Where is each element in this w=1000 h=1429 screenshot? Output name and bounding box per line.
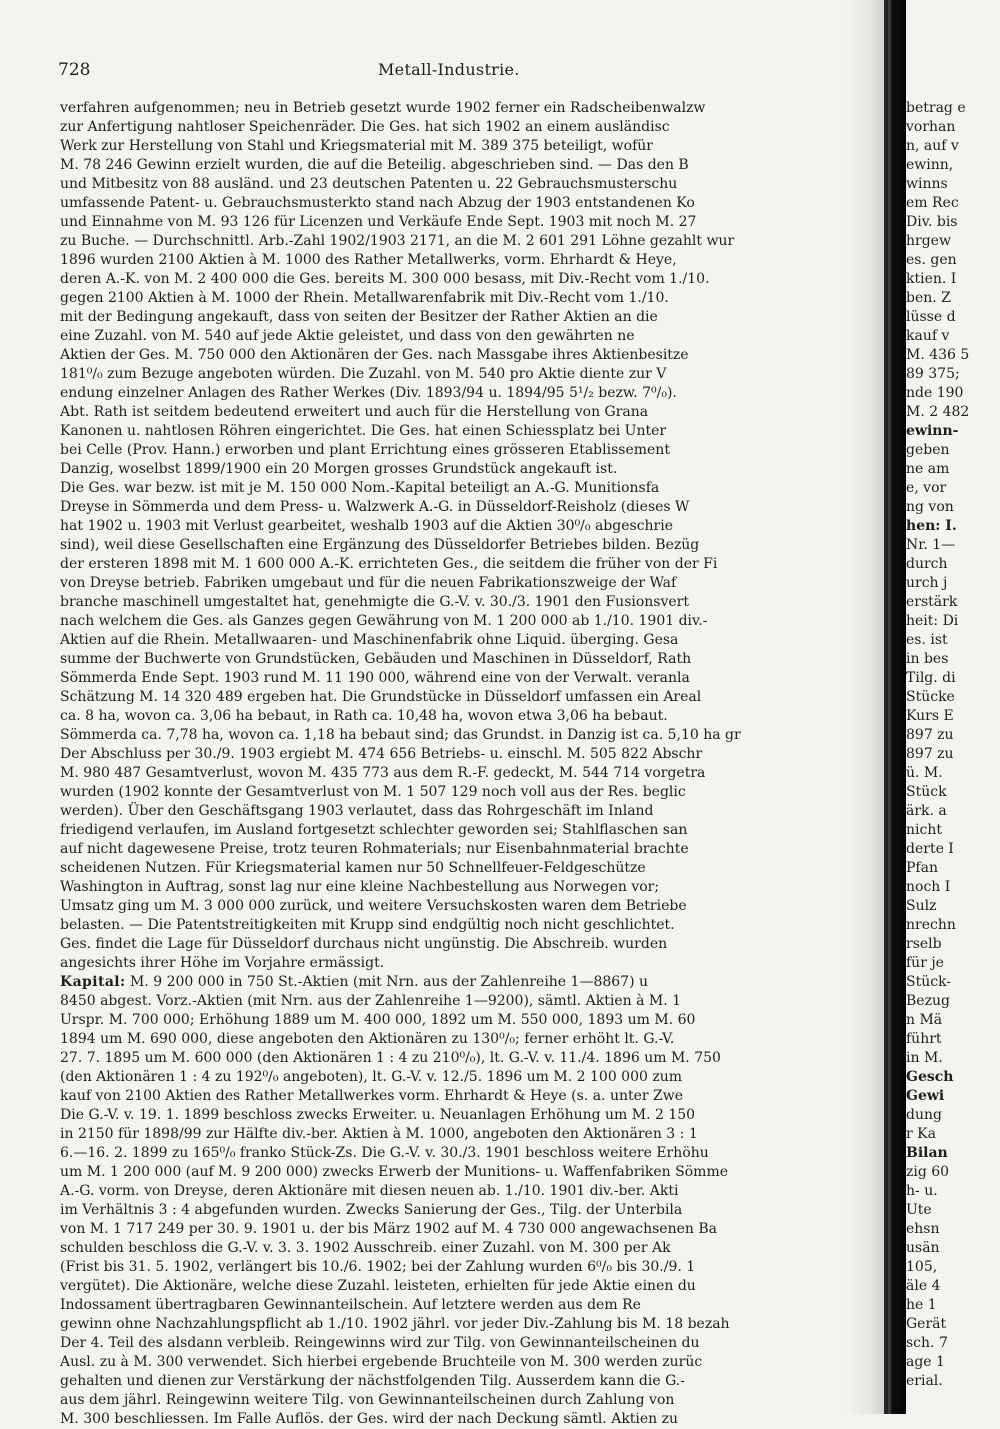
facing-text-line: äle 4 bbox=[906, 1278, 941, 1294]
text-line: bei Celle (Prov. Hann.) erworben und plant Errichtung eines grösseren Etablissement bbox=[60, 442, 670, 458]
text-line: vergütet). Die Aktionäre, welche diese Zuzahl. leisteten, erhielten für jede Aktie einen du bbox=[60, 1278, 696, 1294]
facing-text-line: nrechn bbox=[906, 917, 956, 933]
text-line: Washington in Auftrag, sonst lag nur eine kleine Nachbestellung aus Norwegen vor; bbox=[60, 879, 660, 895]
text-line: und Einnahme von M. 93 126 für Licenzen und Verkäufe Ende Sept. 1903 mit noch M. 27 bbox=[60, 214, 697, 230]
text-line: 1894 um M. 690 000, diese angeboten den Aktionären zu 130⁰/₀; ferner erhöht lt. G.-V. bbox=[60, 1031, 675, 1047]
facing-text-line: ne am bbox=[906, 461, 950, 477]
text-line: gewinn ohne Nachzahlungspflicht ab 1./10. 1902 jährl. vor jeder Div.-Zahlung bis M. 18 bezah bbox=[60, 1316, 730, 1332]
facing-text-line: age 1 bbox=[906, 1354, 945, 1370]
facing-text-line: Stück- bbox=[906, 974, 952, 990]
text-line: (Frist bis 31. 5. 1902, verlängert bis 10./6. 1902; bei der Zahlung wurden 6⁰/₀ bis 30./9. 1 bbox=[60, 1259, 696, 1275]
text-line: deren A.-K. von M. 2 400 000 die Ges. bereits M. 300 000 besass, mit Div.-Recht vom 1./10. bbox=[60, 271, 710, 287]
facing-text-line: usän bbox=[906, 1240, 940, 1256]
text-line: Sömmerda Ende Sept. 1903 rund M. 11 190 000, während eine von der Verwalt. veranla bbox=[60, 670, 690, 686]
facing-text-line: Gerät bbox=[906, 1316, 947, 1332]
facing-text-line: Bezug bbox=[906, 993, 950, 1009]
text-line: sind), weil diese Gesellschaften eine Ergänzung des Düsseldorfer Betriebes bilden. Bezüg bbox=[60, 537, 700, 553]
facing-text-line: urch j bbox=[906, 575, 948, 591]
text-line: M. 980 487 Gesamtverlust, wovon M. 435 773 aus dem R.-F. gedeckt, M. 544 714 vorgetra bbox=[60, 765, 706, 781]
text-line: summe der Buchwerte von Grundstücken, Gebäuden und Maschinen in Düsseldorf, Rath bbox=[60, 651, 692, 667]
facing-text-line: em Rec bbox=[906, 195, 959, 211]
facing-text-line: Tilg. di bbox=[906, 670, 956, 686]
text-line: A.-G. vorm. von Dreyse, deren Aktionäre mit diesen neuen ab. 1./10. 1901 div.-ber. Akti bbox=[60, 1183, 679, 1199]
text-line: kauf von 2100 Aktien des Rather Metallwerkes vorm. Ehrhardt & Heye (s. a. unter Zwe bbox=[60, 1088, 684, 1104]
text-line: Der 4. Teil des alsdann verbleib. Reingewinns wird zur Tilg. von Gewinnanteilscheinen du bbox=[60, 1335, 700, 1351]
facing-text-line: ehsn bbox=[906, 1221, 940, 1237]
facing-text-line: 105, bbox=[906, 1259, 938, 1275]
facing-text-line: 897 zu bbox=[906, 746, 954, 762]
facing-text-line: geben bbox=[906, 442, 950, 458]
facing-text-line: in bes bbox=[906, 651, 949, 667]
facing-text-line: Stück bbox=[906, 784, 947, 800]
text-line: Aktien auf die Rhein. Metallwaaren- und Maschinenfabrik ohne Liquid. überging. Gesa bbox=[60, 632, 679, 648]
text-line bbox=[60, 973, 846, 992]
text-line: 27. 7. 1895 um M. 600 000 (den Aktionären 1 : 4 zu 210⁰/₀), lt. G.-V. v. 11./4. 1896 um M. 750 bbox=[60, 1050, 721, 1066]
facing-text-line: Div. bis bbox=[906, 214, 958, 230]
section-title: Metall-Industrie. bbox=[378, 60, 520, 79]
facing-text-line: vorhan bbox=[906, 119, 956, 135]
facing-text-line: ben. Z bbox=[906, 290, 951, 306]
facing-text-line: rselb bbox=[906, 936, 942, 952]
facing-text-line: Ute bbox=[906, 1202, 932, 1218]
facing-text-line: lüsse d bbox=[906, 309, 956, 325]
facing-text-line: führt bbox=[906, 1031, 942, 1047]
facing-text-line: Stücke bbox=[906, 689, 955, 705]
text-line: in 2150 für 1898/99 zur Hälfte div.-ber. Aktien à M. 1000, angeboten den Aktionären 3 : 1 bbox=[60, 1126, 698, 1142]
facing-text-line: n, auf v bbox=[906, 138, 959, 154]
facing-text-line: Sulz bbox=[906, 898, 937, 914]
facing-text-line: winns bbox=[906, 176, 948, 192]
text-line: Die Ges. war bezw. ist mit je M. 150 000 Nom.-Kapital beteiligt an A.-G. Munitionsfa bbox=[60, 480, 660, 496]
facing-text-line: 89 375; bbox=[906, 366, 960, 382]
text-line: zu Buche. — Durchschnittl. Arb.-Zahl 1902/1903 2171, an die M. 2 601 291 Löhne gezahlt wur bbox=[60, 233, 735, 249]
facing-text-line: Gewi bbox=[906, 1088, 945, 1104]
facing-text-line: ng von bbox=[906, 499, 954, 515]
facing-text-line: heit: Di bbox=[906, 613, 959, 629]
text-line: 6.—16. 2. 1899 zu 165⁰/₀ franko Stück-Zs. Die G.-V. v. 30./3. 1901 beschloss weitere Erhöhu bbox=[60, 1145, 709, 1161]
text-line: Ausl. zu à M. 300 verwendet. Sich hierbei ergebende Bruchteile von M. 300 werden zurüc bbox=[60, 1354, 703, 1370]
text-line: eine Zuzahl. von M. 540 auf jede Aktie geleistet, und dass von den gewährten ne bbox=[60, 328, 635, 344]
text-line: gegen 2100 Aktien à M. 1000 der Rhein. Metallwarenfabrik mit Div.-Recht vom 1./10. bbox=[60, 290, 669, 306]
text-line: angesichts ihrer Höhe im Vorjahre ermässigt. bbox=[60, 955, 385, 971]
page-gutter-shadow bbox=[845, 0, 885, 1414]
text-line: Der Abschluss per 30./9. 1903 ergiebt M. 474 656 Betriebs- u. einschl. M. 505 822 Abschr bbox=[60, 746, 703, 762]
text-line: von M. 1 717 249 per 30. 9. 1901 u. der bis März 1902 auf M. 4 730 000 angewachsenen Ba bbox=[60, 1221, 717, 1237]
text-line-rest: M. 9 200 000 in 750 St.-Aktien (mit Nrn. aus der Zahlenreihe 1—8867) u bbox=[125, 974, 649, 990]
facing-text-line: es. gen bbox=[906, 252, 957, 268]
facing-text-line: für je bbox=[906, 955, 944, 971]
text-line: 8450 abgest. Vorz.-Aktien (mit Nrn. aus der Zahlenreihe 1—9200), sämtl. Aktien à M. 1 bbox=[60, 993, 682, 1009]
text-line: Dreyse in Sömmerda und dem Press- u. Walzwerk A.-G. in Düsseldorf-Reisholz (dieses W bbox=[60, 499, 690, 515]
text-line: auf nicht dagewesene Preise, trotz teuren Rohmaterials; nur Eisenbahnmaterial brachte bbox=[60, 841, 689, 857]
text-line: Indossament übertragbaren Gewinnanteilschein. Auf letztere werden aus dem Re bbox=[60, 1297, 641, 1313]
facing-text-line: erial. bbox=[906, 1373, 943, 1389]
facing-text-line: zig 60 bbox=[906, 1164, 950, 1180]
text-line: von Dreyse betrieb. Fabriken umgebaut und für die neuen Fabrikationszweige der Waf bbox=[60, 575, 677, 591]
facing-text-line: Gesch bbox=[906, 1069, 954, 1085]
facing-text-line: in M. bbox=[906, 1050, 943, 1066]
facing-text-line: betrag e bbox=[906, 100, 966, 116]
text-line: hat 1902 u. 1903 mit Verlust gearbeitet, weshalb 1903 auf die Aktien 30⁰/₀ abgeschrie bbox=[60, 518, 674, 534]
facing-text-line: ü. M. bbox=[906, 765, 943, 781]
book-spine-highlight bbox=[888, 0, 891, 1414]
facing-text-line: M. 436 5 bbox=[906, 347, 970, 363]
facing-text-line: 897 zu bbox=[906, 727, 954, 743]
text-line: Umsatz ging um M. 3 000 000 zurück, und weitere Versuchskosten waren dem Betriebe bbox=[60, 898, 687, 914]
text-line: ca. 8 ha, wovon ca. 3,06 ha bebaut, in Rath ca. 10,48 ha, wovon etwa 3,06 ha bebaut. bbox=[60, 708, 668, 724]
text-line: mit der Bedingung angekauft, dass von seiten der Besitzer der Rather Aktien an die bbox=[60, 309, 658, 325]
facing-text-line: e, vor bbox=[906, 480, 947, 496]
facing-text-line: n Mä bbox=[906, 1012, 943, 1028]
text-line: Aktien der Ges. M. 750 000 den Aktionären der Ges. nach Massgabe ihres Aktienbesitze bbox=[60, 347, 689, 363]
facing-text-line: dung bbox=[906, 1107, 942, 1123]
facing-text-line: derte I bbox=[906, 841, 954, 857]
facing-text-line: ktien. I bbox=[906, 271, 957, 287]
text-line: Danzig, woselbst 1899/1900 ein 20 Morgen grosses Grundstück angekauft ist. bbox=[60, 461, 618, 477]
facing-text-line: erstärk bbox=[906, 594, 958, 610]
text-line: gehalten und dienen zur Verstärkung der nächstfolgenden Tilg. Ausserdem kann die G.- bbox=[60, 1373, 685, 1389]
facing-text-line: h- u. bbox=[906, 1183, 938, 1199]
text-line: friedigend verlaufen, im Ausland fortgesetzt schlechter geworden sei; Stahlflaschen san bbox=[60, 822, 688, 838]
facing-text-line: nde 190 bbox=[906, 385, 964, 401]
text-line: branche maschinell umgestaltet hat, genehmigte die G.-V. v. 30./3. 1901 den Fusionsvert bbox=[60, 594, 690, 610]
text-line: 1896 wurden 2100 Aktien à M. 1000 des Rather Metallwerks, vorm. Ehrhardt & Heye, bbox=[60, 252, 677, 268]
text-line: Sömmerda ca. 7,78 ha, wovon ca. 1,18 ha bebaut sind; das Grundst. in Danzig ist ca. 5,10 ha gr bbox=[60, 727, 741, 743]
text-line: Urspr. M. 700 000; Erhöhung 1889 um M. 400 000, 1892 um M. 550 000, 1893 um M. 60 bbox=[60, 1012, 696, 1028]
section-lead-kapital: Kapital: bbox=[60, 974, 126, 990]
text-line: M. 78 246 Gewinn erzielt wurden, die auf die Beteilig. abgeschrieben sind. — Das den B bbox=[60, 157, 689, 173]
text-line: Werk zur Herstellung von Stahl und Kriegsmaterial mit M. 389 375 beteiligt, wofür bbox=[60, 138, 653, 154]
text-line: der ersteren 1898 mit M. 1 600 000 A.-K. errichteten Ges., die seitdem die früher von der Fi bbox=[60, 556, 718, 572]
text-line: Schätzung M. 14 320 489 ergeben hat. Die Grundstücke in Düsseldorf umfassen ein Areal bbox=[60, 689, 702, 705]
facing-text-line: durch bbox=[906, 556, 948, 572]
facing-text-line: he 1 bbox=[906, 1297, 937, 1313]
text-line: werden). Über den Geschäftsgang 1903 verlautet, dass das Rohrgeschäft im Inland bbox=[60, 803, 654, 819]
facing-text-line: noch I bbox=[906, 879, 951, 895]
text-line: und Mitbesitz von 88 ausländ. und 23 deutschen Patenten u. 22 Gebrauchsmusterschu bbox=[60, 176, 678, 192]
facing-text-line: Nr. 1— bbox=[906, 537, 956, 553]
facing-text-line: Bilan bbox=[906, 1145, 948, 1161]
main-text-column bbox=[60, 99, 846, 1427]
facing-text-line: ewinn, bbox=[906, 157, 954, 173]
text-line: umfassende Patent- u. Gebrauchsmusterkto stand nach Abzug der 1903 entstandenen Ko bbox=[60, 195, 695, 211]
facing-text-line: hrgew bbox=[906, 233, 951, 249]
text-line: Kanonen u. nahtlosen Röhren eingerichtet. Die Ges. hat einen Schiessplatz bei Unter bbox=[60, 423, 667, 439]
text-line: im Verhältnis 3 : 4 abgefunden wurden. Zwecks Sanierung der Ges., Tilg. der Unterbila bbox=[60, 1202, 683, 1218]
facing-text-line: Kurs E bbox=[906, 708, 954, 724]
facing-page-fragment bbox=[906, 99, 1000, 1389]
facing-text-line: ärk. a bbox=[906, 803, 947, 819]
text-line: schulden beschloss die G.-V. v. 3. 3. 1902 Ausschreib. einer Zuzahl. von M. 300 per Ak bbox=[60, 1240, 671, 1256]
text-line: M. 300 beschliessen. Im Falle Auflös. der Ges. wird der nach Deckung sämtl. Aktien zu bbox=[60, 1411, 679, 1427]
facing-text-line: ewinn- bbox=[906, 423, 959, 439]
text-line: scheidenen Nutzen. Für Kriegsmaterial kamen nur 50 Schnellfeuer-Feldgeschütze bbox=[60, 860, 646, 876]
page-header bbox=[58, 60, 848, 84]
facing-text-line: M. 2 482 bbox=[906, 404, 970, 420]
page-number: 728 bbox=[58, 60, 91, 80]
text-line: 181⁰/₀ zum Bezuge angeboten würden. Die Zuzahl. von M. 540 pro Aktie diente zur V bbox=[60, 366, 667, 382]
text-line: belasten. — Die Patentstreitigkeiten mit Krupp sind endgültig noch nicht geschlichtet. bbox=[60, 917, 675, 933]
facing-text-line: es. ist bbox=[906, 632, 948, 648]
text-line: wurden (1902 konnte der Gesamtverlust von M. 1 507 129 noch voll aus der Res. beglic bbox=[60, 784, 686, 800]
text-line: Die G.-V. v. 19. 1. 1899 beschloss zwecks Erweiter. u. Neuanlagen Erhöhung um M. 2 150 bbox=[60, 1107, 696, 1123]
facing-text-line: sch. 7 bbox=[906, 1335, 948, 1351]
text-line: nach welchem die Ges. als Ganzes gegen Gewährung von M. 1 200 000 ab 1./10. 1901 div.- bbox=[60, 613, 708, 629]
text-line: zur Anfertigung nahtloser Speichenräder. Die Ges. hat sich 1902 an einem ausländisc bbox=[60, 119, 670, 135]
text-line: aus dem jährl. Reingewinn weitere Tilg. von Gewinnanteilscheinen durch Zahlung von bbox=[60, 1392, 675, 1408]
text-line: endung einzelner Anlagen des Rather Werkes (Div. 1893/94 u. 1894/95 5¹/₂ bezw. 7⁰/₀). bbox=[60, 385, 677, 401]
facing-text-line: Pfan bbox=[906, 860, 938, 876]
text-line: verfahren aufgenommen; neu in Betrieb gesetzt wurde 1902 ferner ein Radscheibenwalzw bbox=[60, 100, 706, 116]
facing-text-line: nicht bbox=[906, 822, 942, 838]
facing-text-line: hen: I. bbox=[906, 518, 957, 534]
facing-text-line: kauf v bbox=[906, 328, 950, 344]
text-line: (den Aktionären 1 : 4 zu 192⁰/₀ angeboten), lt. G.-V. v. 12./5. 1896 um M. 2 100 000 zum bbox=[60, 1069, 683, 1085]
text-line: um M. 1 200 000 (auf M. 9 200 000) zwecks Erwerb der Munitions- u. Waffenfabriken Sömme bbox=[60, 1164, 729, 1180]
text-line: Abt. Rath ist seitdem bedeutend erweitert und auch für die Herstellung von Grana bbox=[60, 404, 649, 420]
facing-text-line: r Ka bbox=[906, 1126, 936, 1142]
text-line: Ges. findet die Lage für Düsseldorf durchaus nicht ungünstig. Die Abschreib. wurden bbox=[60, 936, 668, 952]
